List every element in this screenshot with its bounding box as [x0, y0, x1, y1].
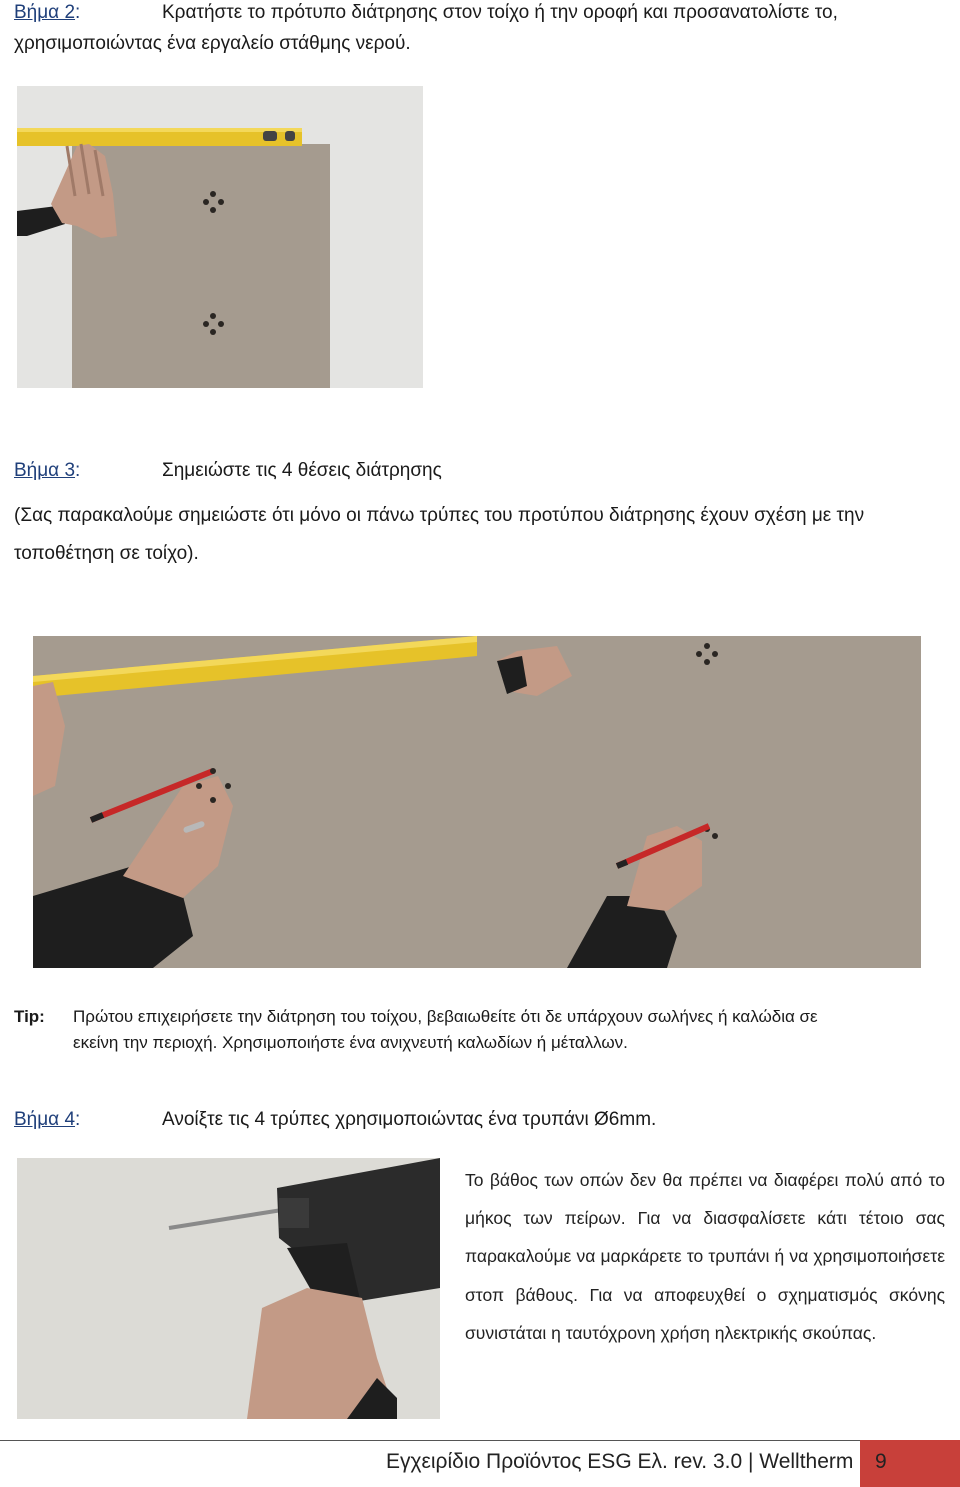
- step3-note-line2: τοποθέτηση σε τοίχο).: [14, 543, 199, 564]
- footer-divider: [0, 1440, 960, 1441]
- step4-instruction: Ανοίξτε τις 4 τρύπες χρησιμοποιώντας ένα τρυπάνι Ø6mm.: [162, 1109, 657, 1130]
- step2-heading: [14, 0, 80, 26]
- step3-colon: :: [75, 460, 81, 481]
- photo-marking-holes-left: [33, 636, 477, 968]
- tip-text-line2: εκείνη την περιοχή. Χρησιμοποιήστε ένα ανιχνευτή καλωδίων ή μέταλλων.: [73, 1033, 628, 1052]
- tip-text-line1: Πρώτου επιχειρήσετε την διάτρηση του τοίχου, βεβαιωθείτε ότι δε υπάρχουν σωλήνες ή καλώδια σε: [73, 1007, 818, 1026]
- step3-note-line1: (Σας παρακαλούμε σημειώστε ότι μόνο οι πάνω τρύπες του προτύπου διάτρησης έχουν σχέση με την: [14, 505, 865, 526]
- photo-marking-holes-right: [477, 636, 921, 968]
- step2-colon: :: [75, 2, 81, 23]
- tip-label: Tip:: [14, 1007, 45, 1026]
- step2-label: Βήμα 2: [14, 2, 76, 23]
- step3-heading: [14, 458, 80, 484]
- page-number: 9: [875, 1450, 887, 1473]
- photo-template-with-level: [17, 86, 423, 388]
- step2-instruction-line2: χρησιμοποιώντας ένα εργαλείο στάθμης νερού.: [14, 33, 411, 54]
- step2-instruction-line1: Κρατήστε το πρότυπο διάτρησης στον τοίχο ή την οροφή και προσανατολίστε το,: [162, 2, 838, 23]
- footer-title: Εγχειρίδιο Προϊόντος ESG Ελ. rev. 3.0 | Welltherm: [386, 1450, 854, 1473]
- photo-drilling: [17, 1158, 440, 1419]
- step3-label: Βήμα 3: [14, 460, 76, 481]
- step3-instruction: Σημειώστε τις 4 θέσεις διάτρησης: [162, 460, 442, 481]
- step4-body: Το βάθος των οπών δεν θα πρέπει να διαφέρει πολύ από το μήκος των πείρων. Για να διασφαλίσετε κάτι τέτοιο σας παρακαλούμε να μαρκάρετε το τρυπάνι ή να χρησιμοποιήσετε στοπ βάθους. Για να αποφευχθεί ο σχηματισμός σκόνης συνιστάται η ταυτόχρονη χρήση ηλεκτρικής σκούπας.: [465, 1170, 945, 1343]
- step4-label: Βήμα 4: [14, 1109, 76, 1130]
- step4-heading: [14, 1107, 80, 1133]
- step4-colon: :: [75, 1109, 81, 1130]
